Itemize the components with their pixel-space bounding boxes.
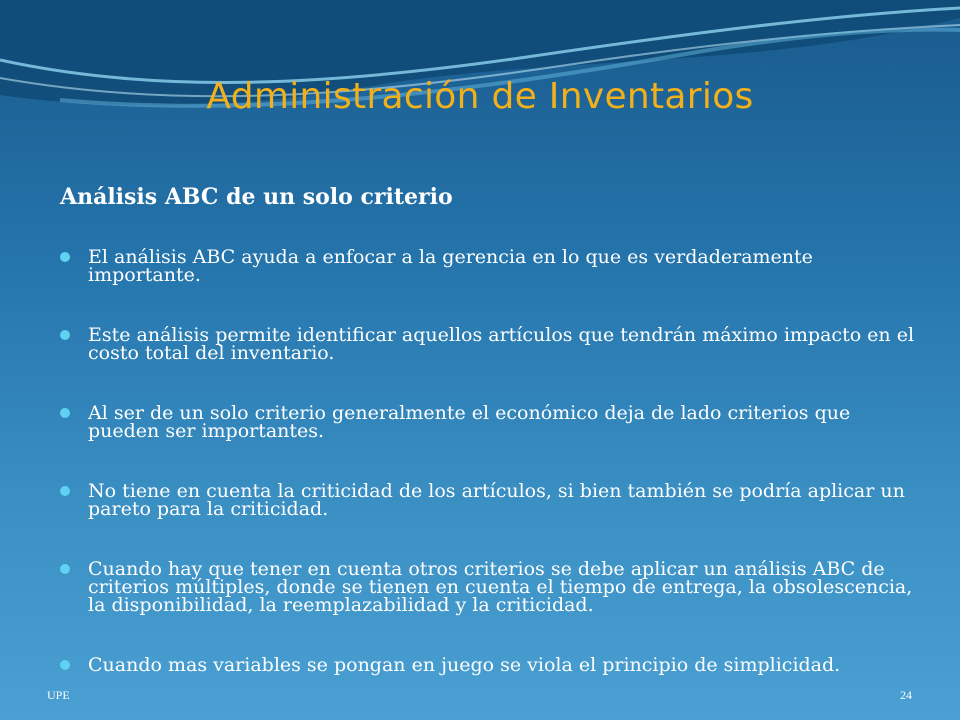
bullet-text: Este análisis permite identificar aquellos artículos que tendrán máximo impacto en el costo total del inventario.: [88, 324, 915, 364]
slide-subtitle: Análisis ABC de un solo criterio: [60, 184, 453, 210]
bullet-text: Cuando mas variables se pongan en juego se viola el principio de simplicidad.: [88, 654, 841, 676]
bullet-text: Cuando hay que tener en cuenta otros criterios se debe aplicar un análisis ABC de criterios múltiples, donde se tienen en cuenta el tiempo de entrega, la obsolescencia, la disponibilidad, la reemplazabilidad y la criticidad.: [88, 558, 913, 616]
bullet-dot-icon: [60, 660, 70, 670]
bullet-text: Al ser de un solo criterio generalmente el económico deja de lado criterios que pueden ser importantes.: [88, 402, 851, 442]
bullet-item: [60, 248, 920, 284]
bullet-item: [60, 656, 920, 674]
bullet-text: No tiene en cuenta la criticidad de los artículos, si bien también se podría aplicar un pareto para la criticidad.: [88, 480, 905, 520]
bullet-dot-icon: [60, 252, 70, 262]
bullet-dot-icon: [60, 330, 70, 340]
bullet-item: [60, 326, 920, 362]
bullet-list: [60, 248, 920, 674]
bullet-dot-icon: [60, 408, 70, 418]
bullet-item: [60, 482, 920, 518]
bullet-dot-icon: [60, 486, 70, 496]
bullet-text: El análisis ABC ayuda a enfocar a la gerencia en lo que es verdaderamente importante.: [88, 246, 813, 286]
slide-title: Administración de Inventarios: [206, 76, 754, 117]
bullet-dot-icon: [60, 564, 70, 574]
bullet-item: [60, 404, 920, 440]
bullet-item: [60, 560, 920, 614]
footer-label: UPE: [47, 688, 70, 702]
page-number: 24: [900, 688, 912, 702]
